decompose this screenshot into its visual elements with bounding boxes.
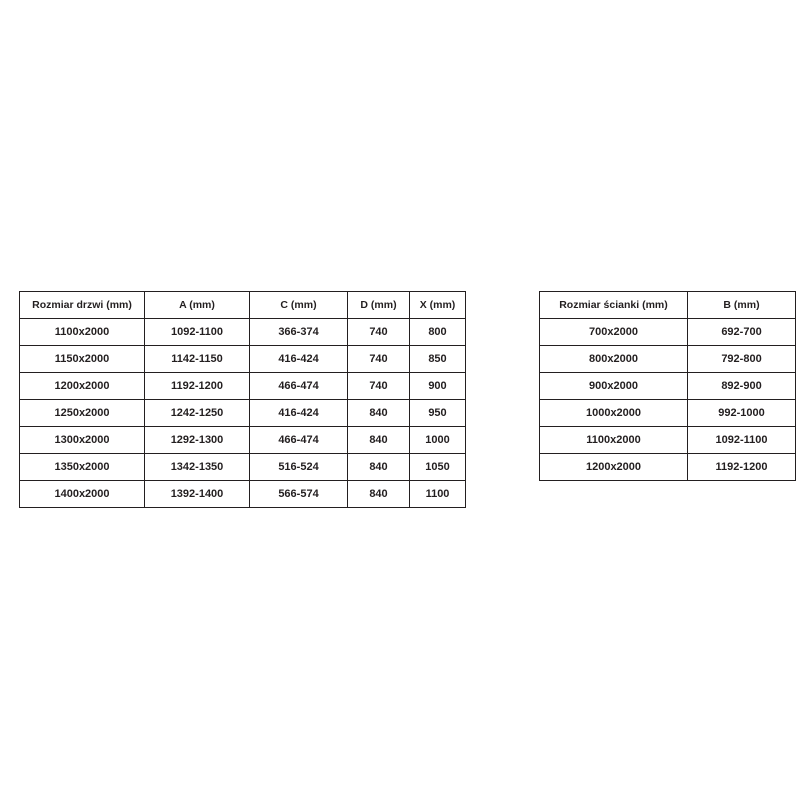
cell-a: 1342-1350 [145, 454, 250, 481]
cell-b: 892-900 [688, 373, 796, 400]
cell-door-size: 1400x2000 [20, 481, 145, 508]
cell-x: 850 [410, 346, 466, 373]
cell-x: 950 [410, 400, 466, 427]
cell-b: 1092-1100 [688, 427, 796, 454]
cell-door-size: 1250x2000 [20, 400, 145, 427]
cell-wall-size: 1200x2000 [540, 454, 688, 481]
cell-a: 1192-1200 [145, 373, 250, 400]
table-row [20, 454, 466, 481]
table-row [20, 346, 466, 373]
cell-d: 840 [348, 454, 410, 481]
doors-dimensions-table [19, 291, 466, 508]
cell-a: 1292-1300 [145, 427, 250, 454]
table-row [20, 373, 466, 400]
cell-x: 1050 [410, 454, 466, 481]
cell-b: 692-700 [688, 319, 796, 346]
cell-c: 466-474 [250, 373, 348, 400]
column-header-b: B (mm) [688, 292, 796, 319]
table-header-row [20, 292, 466, 319]
wall-table-body [540, 319, 796, 481]
cell-a: 1142-1150 [145, 346, 250, 373]
cell-d: 840 [348, 427, 410, 454]
table-row [540, 427, 796, 454]
table-row [20, 427, 466, 454]
column-header-door-size: Rozmiar drzwi (mm) [20, 292, 145, 319]
column-header-wall-size: Rozmiar ścianki (mm) [540, 292, 688, 319]
cell-a: 1392-1400 [145, 481, 250, 508]
table-row [540, 400, 796, 427]
cell-door-size: 1150x2000 [20, 346, 145, 373]
cell-x: 800 [410, 319, 466, 346]
cell-x: 900 [410, 373, 466, 400]
table-header-row [540, 292, 796, 319]
cell-door-size: 1100x2000 [20, 319, 145, 346]
cell-door-size: 1350x2000 [20, 454, 145, 481]
cell-b: 792-800 [688, 346, 796, 373]
doors-table-head [20, 292, 466, 319]
cell-d: 740 [348, 319, 410, 346]
cell-b: 992-1000 [688, 400, 796, 427]
wall-table-container [539, 291, 796, 481]
column-header-c: C (mm) [250, 292, 348, 319]
table-row [540, 319, 796, 346]
wall-table-head [540, 292, 796, 319]
cell-d: 840 [348, 400, 410, 427]
table-row [540, 454, 796, 481]
cell-c: 566-574 [250, 481, 348, 508]
column-header-d: D (mm) [348, 292, 410, 319]
table-row [20, 319, 466, 346]
cell-x: 1100 [410, 481, 466, 508]
doors-table-body [20, 319, 466, 508]
table-row [540, 346, 796, 373]
table-row [540, 373, 796, 400]
cell-wall-size: 800x2000 [540, 346, 688, 373]
cell-c: 416-424 [250, 346, 348, 373]
table-row [20, 481, 466, 508]
doors-table-container [19, 291, 466, 508]
cell-c: 416-424 [250, 400, 348, 427]
cell-x: 1000 [410, 427, 466, 454]
cell-door-size: 1200x2000 [20, 373, 145, 400]
column-header-x: X (mm) [410, 292, 466, 319]
table-row [20, 400, 466, 427]
cell-d: 840 [348, 481, 410, 508]
cell-d: 740 [348, 346, 410, 373]
cell-c: 516-524 [250, 454, 348, 481]
cell-c: 466-474 [250, 427, 348, 454]
column-header-a: A (mm) [145, 292, 250, 319]
cell-wall-size: 1100x2000 [540, 427, 688, 454]
cell-b: 1192-1200 [688, 454, 796, 481]
cell-a: 1092-1100 [145, 319, 250, 346]
cell-d: 740 [348, 373, 410, 400]
cell-wall-size: 1000x2000 [540, 400, 688, 427]
wall-dimensions-table [539, 291, 796, 481]
cell-wall-size: 900x2000 [540, 373, 688, 400]
cell-door-size: 1300x2000 [20, 427, 145, 454]
cell-a: 1242-1250 [145, 400, 250, 427]
cell-wall-size: 700x2000 [540, 319, 688, 346]
cell-c: 366-374 [250, 319, 348, 346]
